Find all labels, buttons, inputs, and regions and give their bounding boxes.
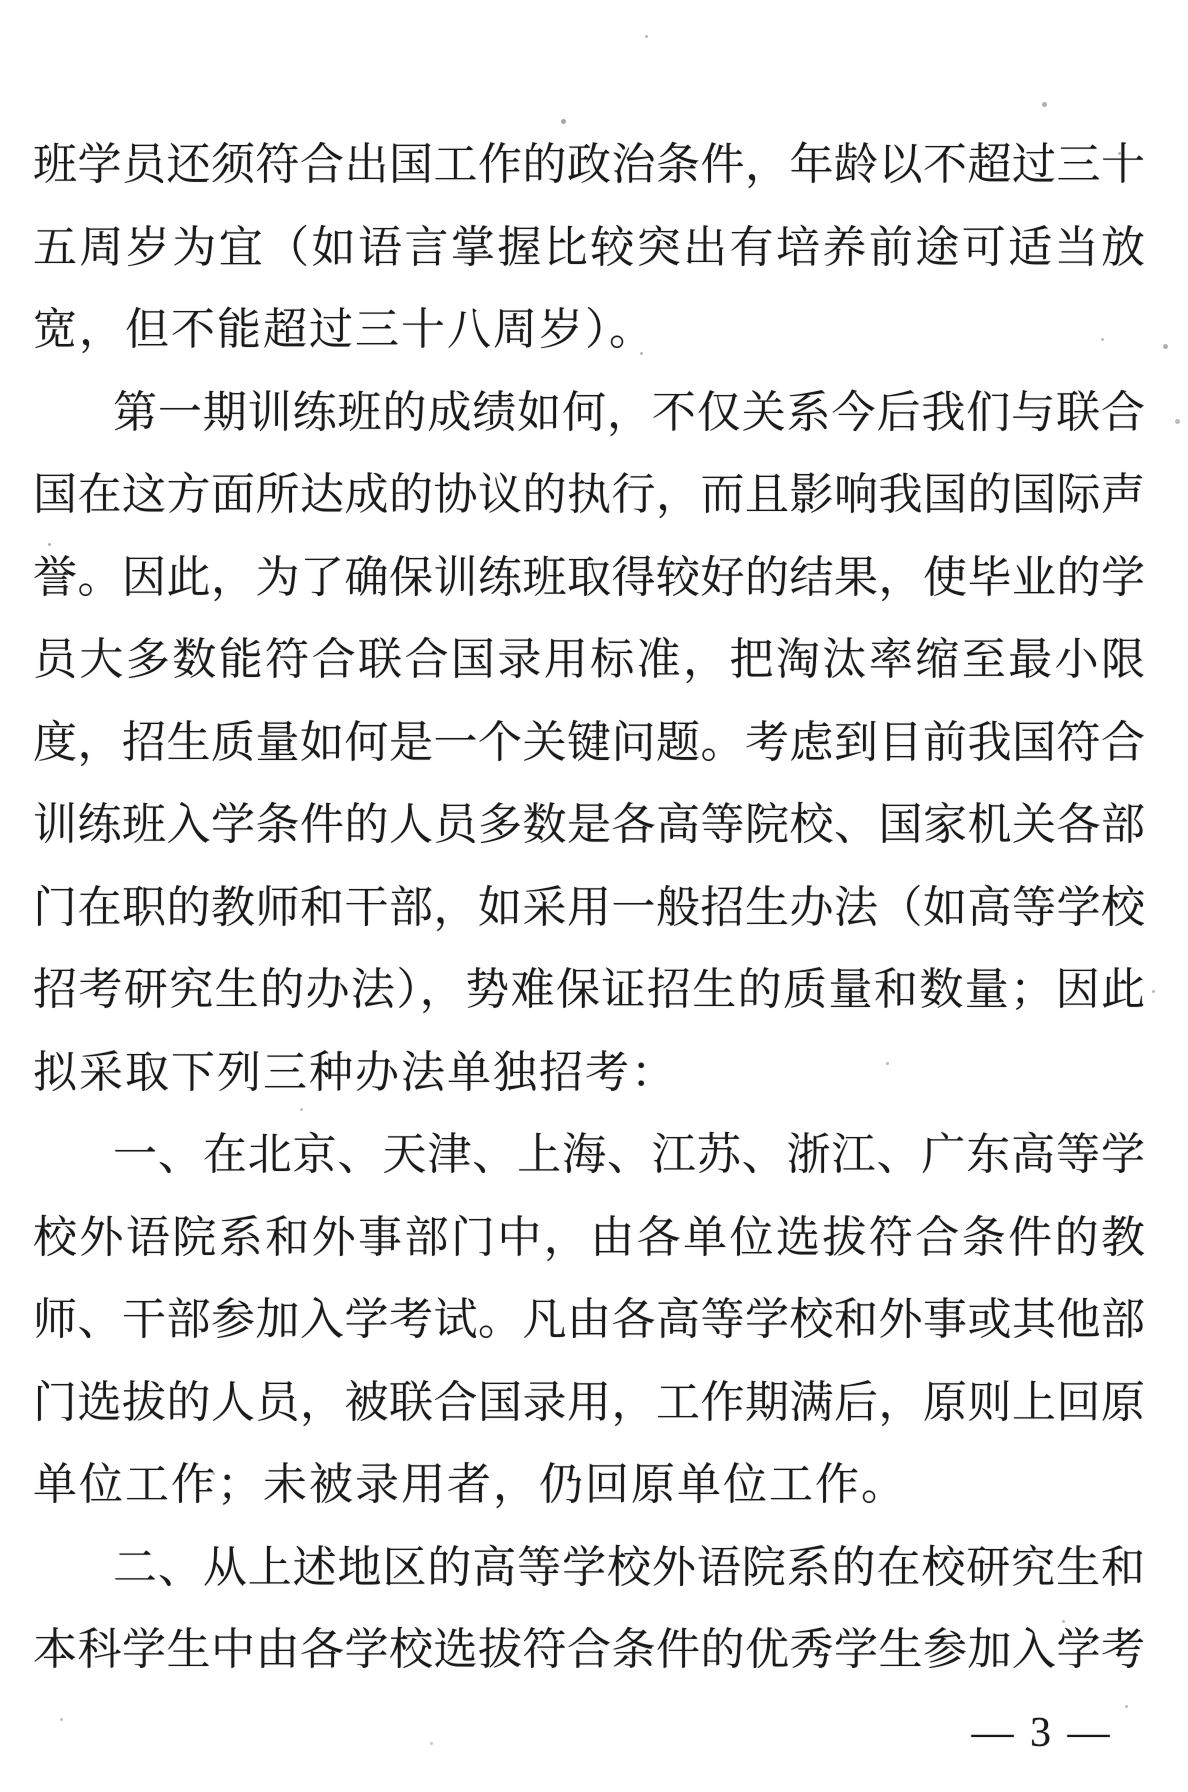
- text-line-list-item-2: 二、从上述地区的高等学校外语院系的在校研究生和: [113, 1542, 1145, 1592]
- text-line: 誉。因此，为了确保训练班取得较好的结果，使毕业的学: [33, 552, 1145, 602]
- document-body: [33, 124, 1145, 1692]
- text-line: 五周岁为宜（如语言掌握比较突出有培养前途可适当放: [33, 222, 1145, 272]
- text-line: 宽，但不能超过三十八周岁）。: [33, 305, 655, 354]
- text-line: 招考研究生的办法），势难保证招生的质量和数量；因此: [33, 965, 1145, 1014]
- text-line: 单位工作；未被录用者，仍回原单位工作。: [33, 1460, 907, 1509]
- text-line: 本科学生中由各学校选拔符合条件的优秀学生参加入学考: [33, 1625, 1145, 1674]
- page-number: — 3 —: [971, 1710, 1113, 1756]
- text-line: 训练班入学条件的人员多数是各高等院校、国家机关各部: [33, 800, 1145, 849]
- text-line: 度，招生质量如何是一个关键问题。考虑到目前我国符合: [33, 717, 1145, 767]
- text-line: 国在这方面所达成的协议的执行，而且影响我国的国际声: [33, 470, 1145, 519]
- scan-noise-speckles: [0, 0, 3, 3]
- text-line: 校外语院系和外事部门中，由各单位选拔符合条件的教: [33, 1212, 1145, 1262]
- text-line-paragraph-start: 第一期训练班的成绩如何，不仅关系今后我们与联合: [113, 387, 1145, 437]
- text-line: 门在职的教师和干部，如采用一般招生办法（如高等学校: [33, 882, 1145, 932]
- text-line: 师、干部参加入学考试。凡由各高等学校和外事或其他部: [33, 1295, 1145, 1344]
- text-line: 拟采取下列三种办法单独招考：: [33, 1047, 677, 1097]
- text-line: 员大多数能符合联合国录用标准，把淘汰率缩至最小限: [33, 635, 1145, 684]
- text-line-list-item-1: 一、在北京、天津、上海、江苏、浙江、广东高等学: [113, 1130, 1145, 1179]
- text-line: 门选拔的人员，被联合国录用，工作期满后，原则上回原: [33, 1377, 1145, 1427]
- text-line: 班学员还须符合出国工作的政治条件，年龄以不超过三十: [33, 140, 1145, 189]
